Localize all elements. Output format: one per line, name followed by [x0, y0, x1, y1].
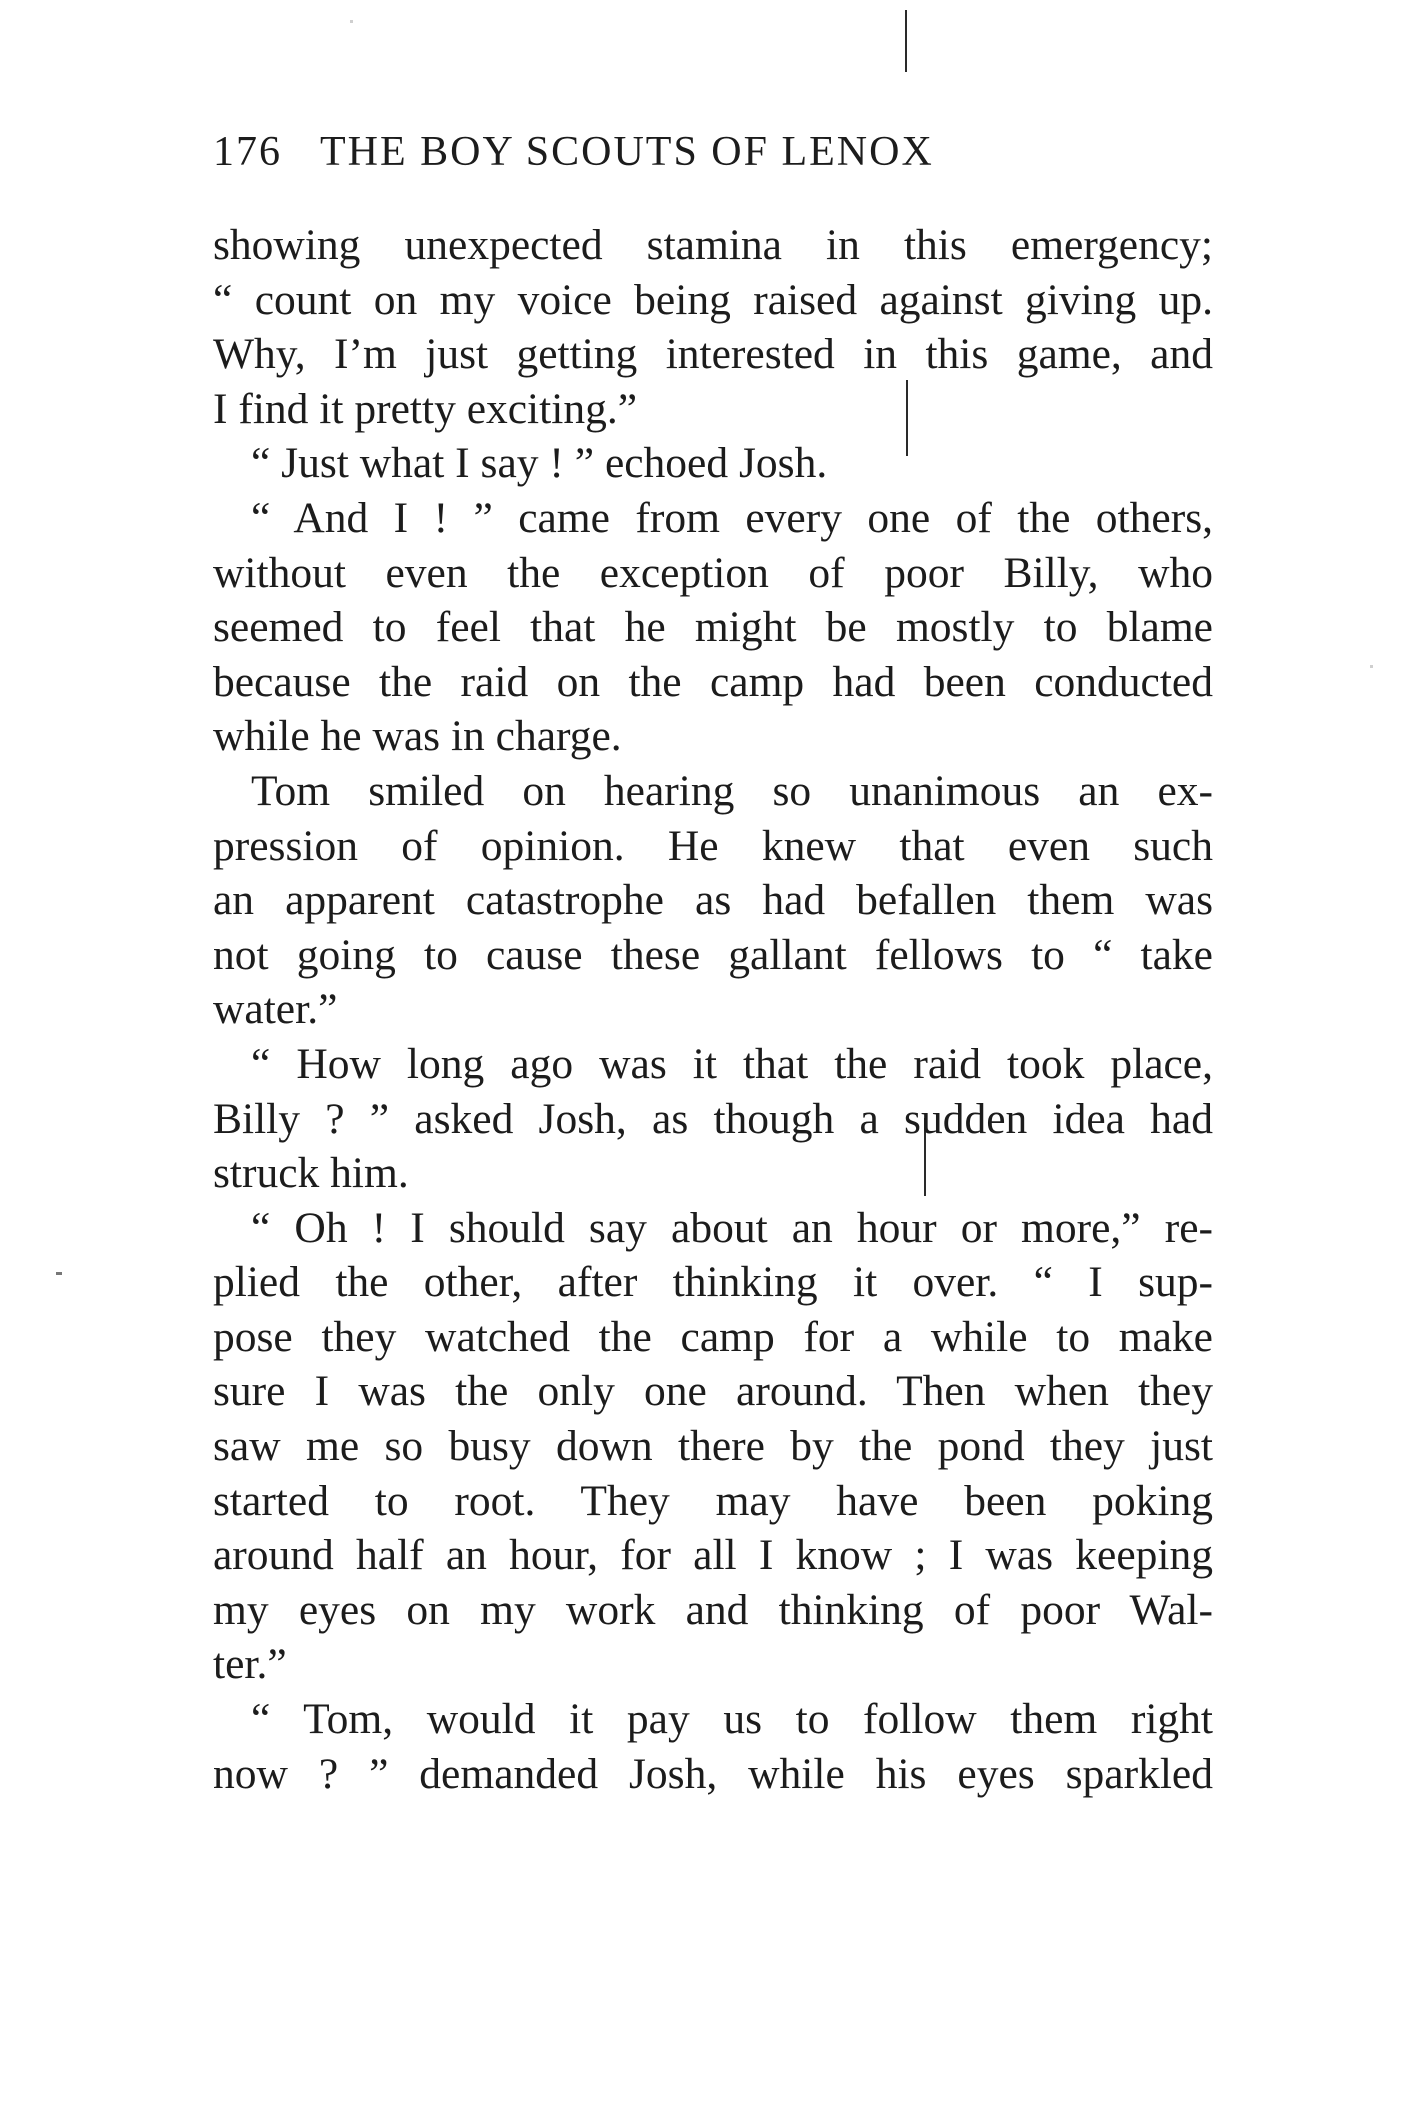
text-line: “ Oh ! I should say about an hour or more,” re-	[251, 1203, 1213, 1252]
text-line: an apparent catastrophe as had befallen them was	[213, 876, 1213, 925]
text-line: around half an hour, for all I know ; I was keeping	[213, 1531, 1213, 1580]
text-line: now ? ” demanded Josh, while his eyes sparkled	[213, 1749, 1213, 1798]
text-line: seemed to feel that he might be mostly to blame	[213, 603, 1213, 652]
text-line: ter.”	[213, 1640, 287, 1689]
text-line: without even the exception of poor Billy, who	[213, 548, 1213, 597]
text-line: my eyes on my work and thinking of poor Wal-	[213, 1585, 1213, 1634]
text-line: not going to cause these gallant fellows to “ take	[213, 930, 1213, 979]
scan-mark-top	[905, 10, 907, 72]
scan-speck	[1370, 665, 1373, 668]
text-line: “ How long ago was it that the raid took place,	[251, 1039, 1213, 1088]
text-line: “ And I ! ” came from every one of the others,	[251, 493, 1213, 542]
page-number: 176	[213, 129, 282, 175]
text-line: showing unexpected stamina in this emergency;	[213, 221, 1213, 269]
book-title: THE BOY SCOUTS OF LENOX	[320, 129, 934, 175]
text-line: I find it pretty exciting.”	[213, 384, 637, 433]
text-line: “ count on my voice being raised against giving up.	[213, 275, 1213, 324]
text-line: plied the other, after thinking it over. “ I sup-	[213, 1258, 1213, 1307]
text-line: “ Tom, would it pay us to follow them right	[251, 1695, 1213, 1744]
scan-speck	[56, 1272, 62, 1275]
text-line: pression of opinion. He knew that even such	[213, 821, 1213, 870]
text-line: struck him.	[213, 1149, 409, 1198]
running-head	[213, 128, 1223, 188]
text-line: sure I was the only one around. Then when they	[213, 1367, 1213, 1416]
text-line: saw me so busy down there by the pond they just	[213, 1422, 1213, 1471]
body-text	[213, 218, 1213, 1801]
scan-speck	[350, 20, 353, 23]
text-line: “ Just what I say ! ” echoed Josh.	[251, 439, 828, 488]
text-line: because the raid on the camp had been conducted	[213, 657, 1213, 706]
text-line: started to root. They may have been poking	[213, 1476, 1213, 1525]
text-line: while he was in charge.	[213, 712, 622, 761]
text-line: Billy ? ” asked Josh, as though a sudden idea had	[213, 1094, 1213, 1143]
text-line: pose they watched the camp for a while to make	[213, 1312, 1213, 1361]
text-line: Tom smiled on hearing so unanimous an ex-	[251, 766, 1213, 815]
text-line: Why, I’m just getting interested in this game, and	[213, 330, 1213, 379]
text-line: water.”	[213, 985, 338, 1034]
